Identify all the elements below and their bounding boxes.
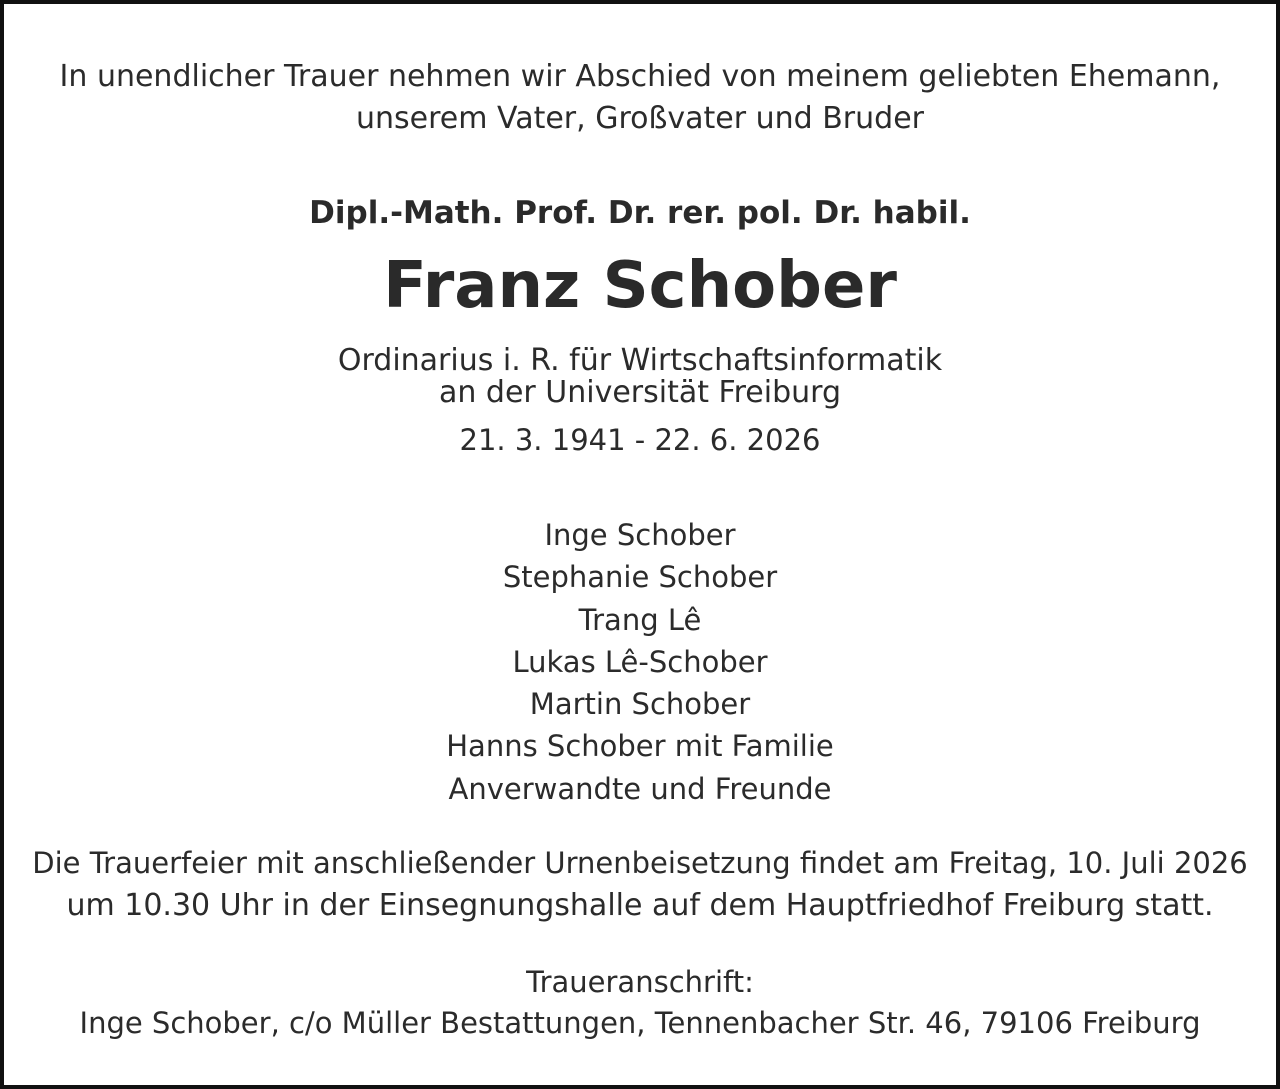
mourning-address: Inge Schober, c/o Müller Bestattungen, Tennenbacher Str. 46, 79106 Freiburg xyxy=(79,1006,1201,1040)
mourner-item: Lukas Lê-Schober xyxy=(512,644,768,679)
mourner-item: Hanns Schober mit Familie xyxy=(446,729,834,764)
position-line-1: Ordinarius i. R. für Wirtschaftsinformatik xyxy=(337,343,943,378)
academic-titles: Dipl.-Math. Prof. Dr. rer. pol. Dr. habil. xyxy=(309,195,971,231)
address-label: Traueranschrift: xyxy=(526,965,754,999)
mourner-item: Trang Lê xyxy=(578,602,702,637)
intro-line-1: In unendlicher Trauer nehmen wir Abschied von meinem geliebten Ehemann, xyxy=(59,59,1221,94)
life-dates: 21. 3. 1941 - 22. 6. 2026 xyxy=(459,423,821,457)
intro-line-2: unserem Vater, Großvater und Bruder xyxy=(356,101,924,136)
mourner-item: Stephanie Schober xyxy=(502,560,778,595)
mourner-item: Martin Schober xyxy=(529,687,751,722)
mourner-item: Anverwandte und Freunde xyxy=(448,771,832,806)
mourner-item: Inge Schober xyxy=(544,518,736,552)
ceremony-line-1: Die Trauerfeier mit anschließender Urnenbeisetzung findet am Freitag, 10. Juli 2026 xyxy=(32,846,1248,880)
mourners-list xyxy=(4,514,1276,810)
position-line-2: an der Universität Freiburg xyxy=(438,375,841,410)
ceremony-line-2: um 10.30 Uhr in der Einsegnungshalle auf dem Hauptfriedhof Freiburg statt. xyxy=(66,888,1214,923)
deceased-name: Franz Schober xyxy=(383,249,897,323)
